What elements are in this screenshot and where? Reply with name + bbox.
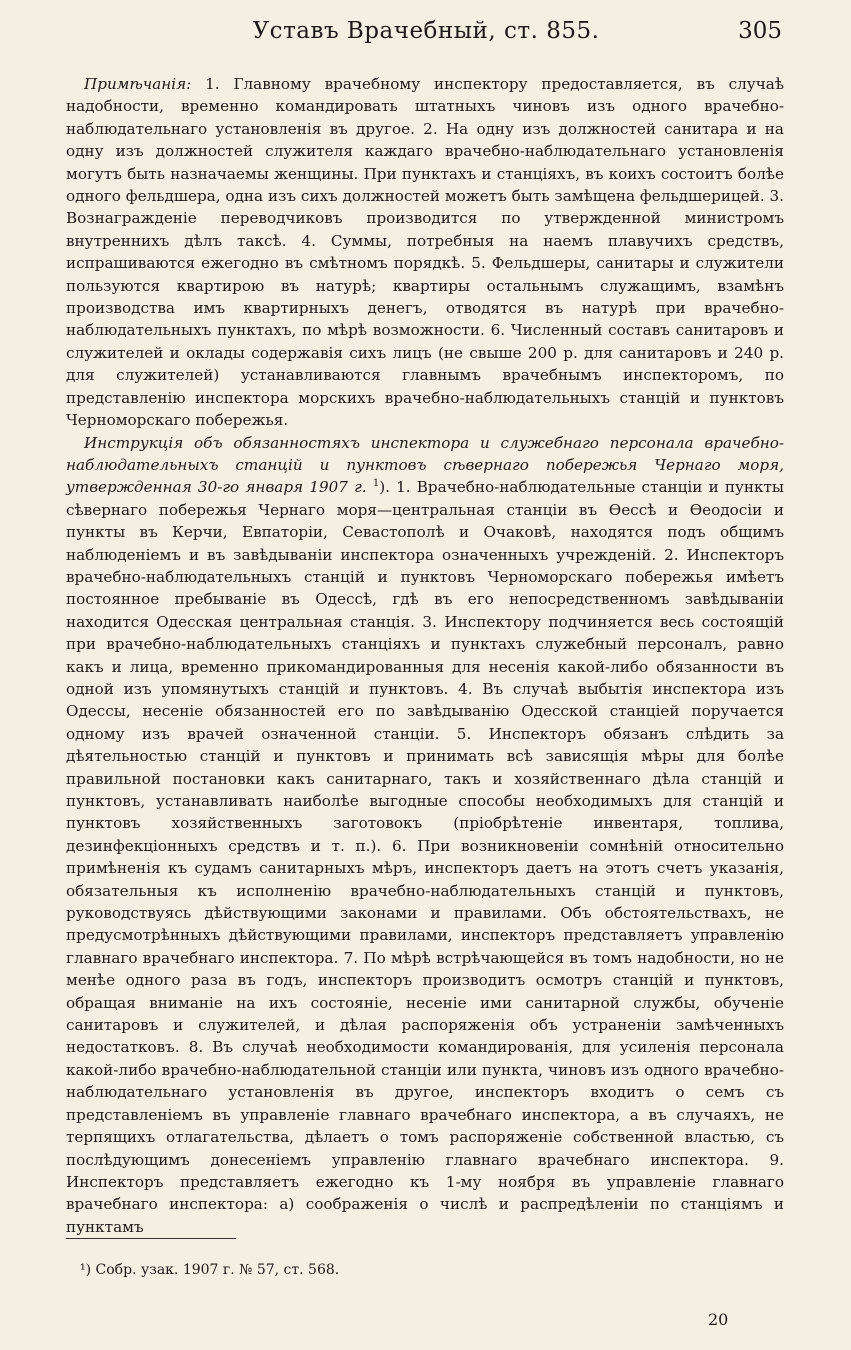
instruction-paragraph <box>66 432 784 1239</box>
notes-text: 1. Главному врачебному инспектору предоставляется, въ случаѣ надобности, временно командировать штатныхъ чиновъ изъ одного врачебно-наблюдательнаго установленія въ другое. 2. На одну изъ должностей санитара и на одну изъ должностей служителя каждаго врачебно-наблюдательнаго установленія могутъ быть назначаемы женщины. При пунктахъ и станціяхъ, въ коихъ состоитъ болѣе одного фельдшера, одна изъ сихъ должностей можетъ быть замѣщена фельдшерицей. 3. Вознагражденіе переводчиковъ производится по утвержденной министромъ внутреннихъ дѣлъ таксѣ. 4. Суммы, потребныя на наемъ плавучихъ средствъ, испрашиваются ежегодно въ смѣтномъ порядкѣ. 5. Фельдшеры, санитары и служители пользуются квартирою въ натурѣ; квартиры остальнымъ служащимъ, взамѣнъ производства имъ квартирныхъ денегъ, отводятся въ натурѣ при врачебно-наблюдательныхъ пунктахъ, по мѣрѣ возможности. 6. Численный составъ санитаровъ и служителей и оклады содержавія сихъ лицъ (не свыше 200 р. для санитаровъ и 240 р. для служителей) устанавливаются главнымъ врачебнымъ инспекторомъ, по представленію инспектора морскихъ врачебно-наблюдательныхъ станцій и пунктовъ Черноморскаго побережья. <box>66 75 784 430</box>
body-text <box>66 73 784 1238</box>
printer-signature: 20 <box>708 1310 729 1329</box>
notes-label: Примѣчанія: <box>84 75 192 93</box>
instruction-text: ). 1. Врачебно-наблюдательные станціи и пункты сѣвернаго побережья Чернаго моря—центральная станціи въ Ѳессѣ и Ѳеодосіи и пункты въ Керчи, Евпаторіи, Севастополѣ и Очаковѣ, находятся подъ общимъ наблюденіемъ и въ завѣдываніи инспектора означенныхъ учрежденій. 2. Инспекторъ врачебно-наблюдательныхъ станцій и пунктовъ Черноморскаго побережья имѣетъ постоянное пребываніе въ Одессѣ, гдѣ въ его непосредственномъ завѣдываніи находится Одесская центральная станція. 3. Инспектору подчиняется весь состоящій при врачебно-наблюдательныхъ станціяхъ и пунктахъ служебный персоналъ, равно какъ и лица, временно прикомандированныя для несенія какой-либо обязанности въ одной изъ упомянутыхъ станцій и пунктовъ. 4. Въ случаѣ выбытія инспектора изъ Одессы, несеніе обязанностей его по завѣдыванію Одесской станціей поручается одному изъ врачей означенной станціи. 5. Инспекторъ обязанъ слѣдить за дѣятельностью станцій и пунктовъ и принимать всѣ зависящія мѣры для болѣе правильной постановки какъ санитарнаго, такъ и хозяйственнаго дѣла станцій и пунктовъ, устанавливать наиболѣе выгодные способы необходимыхъ для станцій и пунктовъ хозяйственныхъ заготовокъ (пріобрѣтеніе инвентаря, топлива, дезинфекціонныхъ средствъ и т. п.). 6. При возникновеніи сомнѣній относительно примѣненія къ судамъ санитарныхъ мѣръ, инспекторъ даетъ на этотъ счетъ указанія, обязательныя къ исполненію врачебно-наблюдательныхъ станцій и пунктовъ, руководствуясь дѣйствующими законами и правилами. Объ обстоятельствахъ, не предусмотрѣнныхъ дѣйствующими правилами, инспекторъ представляетъ управленію главнаго врачебнаго инспектора. 7. По мѣрѣ встрѣчающейся въ томъ надобности, но не менѣе одного раза въ годъ, инспекторъ производитъ осмотръ станцій и пунктовъ, обращая вниманіе на ихъ состояніе, несеніе ими санитарной службы, обученіе санитаровъ и служителей, и дѣлая распоряженія объ устраненіи замѣченныхъ недостатковъ. 8. Въ случаѣ необходимости командированія, для усиленія персонала какой-либо врачебно-наблюдательной станціи или пункта, чиновъ изъ одного врачебно-наблюдательнаго установленія въ другое, инспекторъ входитъ о семъ съ представленіемъ въ управленіе главнаго врачебнаго инспектора, а въ случаяхъ, не терпящихъ отлагательства, дѣлаетъ о томъ распоряженіе собственной властью, съ послѣдующимъ донесеніемъ управленію главнаго врачебнаго инспектора. 9. Инспекторъ представляетъ ежегодно къ 1-му ноября въ управленіе главнаго врачебнаго инспектора: а) соображенія о числѣ и распредѣленіи по станціямъ и пунктамъ <box>66 478 785 1236</box>
footnote-divider <box>66 1238 236 1239</box>
instruction-title: Инструкція объ обязанностяхъ инспектора и служебнаго персонала врачебно-наблюдательныхъ станцій и пунктовъ сѣвернаго побережья Чернаго моря, утвержденная 30-го января 1907 г. <box>66 433 784 497</box>
running-title: Уставъ Врачебный, ст. 855. <box>252 18 600 44</box>
footnote-text: Собр. узак. 1907 г. № 57, ст. 568. <box>91 1262 340 1278</box>
notes-paragraph <box>66 73 784 432</box>
running-head <box>70 14 782 54</box>
footnote-reference: 1 <box>372 478 380 490</box>
footnote <box>80 1262 339 1278</box>
page-number: 305 <box>738 18 782 44</box>
footnote-marker: ¹) <box>80 1262 92 1278</box>
